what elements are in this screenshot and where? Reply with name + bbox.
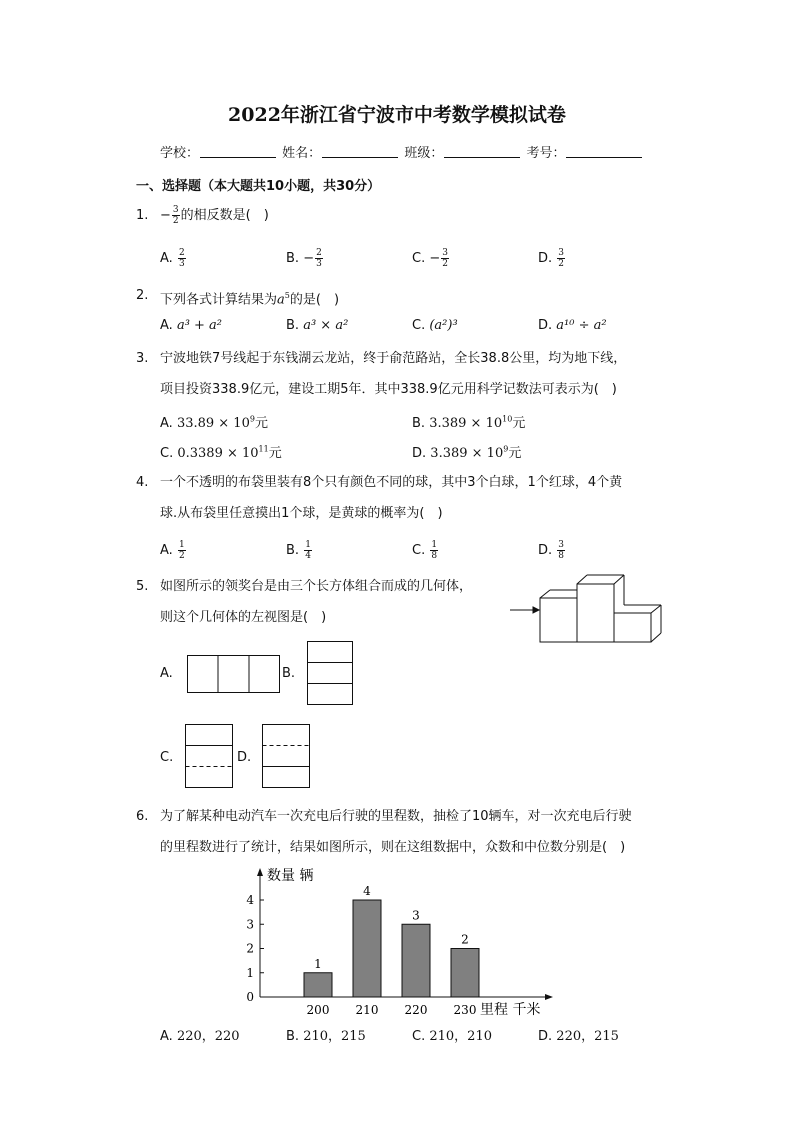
q1-fraction: $\frac{3}{2}$: [172, 205, 179, 226]
q3-option-b[interactable]: B. $3.389 \times 10^{10}$元: [412, 414, 526, 431]
y-tick-label: 3: [246, 917, 254, 932]
left-block: [540, 598, 577, 642]
q6-line-2: 的里程数进行了统计，结果如图所示，则在这组数据中，众数和中位数分别是( ): [160, 840, 626, 855]
x-tick-label-210: 210: [355, 1003, 379, 1017]
q3-option-d[interactable]: D. $3.389 \times 10^9$元: [412, 444, 522, 461]
question-number: 6.: [136, 809, 149, 824]
q1-option-a[interactable]: A. $\frac{2}{3}$: [160, 248, 185, 269]
school-label: 学校：: [160, 146, 200, 161]
q5-option-a-label[interactable]: A.: [160, 666, 173, 681]
q5-line-1: 如图所示的领奖台是由三个长方体组合而成的几何体，: [160, 579, 473, 594]
q6-line-1: 为了解某种电动汽车一次充电后行驶的里程数，抽检了10辆车，对一次充电后行驶: [160, 809, 632, 824]
podium-figure: [505, 570, 665, 645]
middle-block: [577, 584, 614, 642]
question-6: [136, 801, 632, 863]
exam-no-label: 考号：: [526, 146, 566, 161]
q1-stem: 的相反数是( ): [180, 208, 269, 223]
chart-xlabel: 里程 千米: [480, 1002, 541, 1018]
q3-line-2: 项目投资338.9亿元，建设工期5年．其中338.9亿元用科学记数法可表示为( ): [160, 382, 617, 397]
x-tick-label-220: 220: [404, 1003, 428, 1017]
q5-option-b-figure[interactable]: [307, 641, 355, 707]
data-label-220: 3: [412, 908, 420, 923]
question-3: [136, 343, 627, 405]
q5-option-a-figure[interactable]: [187, 655, 281, 695]
y-tick-label: 0: [246, 990, 254, 1004]
q5-option-c-figure[interactable]: [185, 724, 235, 790]
arrow-head-icon: [533, 607, 539, 613]
data-label-230: 2: [461, 932, 469, 947]
question-number: 3.: [136, 351, 149, 366]
data-label-210: 4: [363, 884, 371, 898]
q5-option-c-label[interactable]: C.: [160, 750, 174, 765]
class-blank[interactable]: [444, 145, 520, 158]
chart-ylabel: 数量 辆: [267, 868, 314, 884]
question-number: 4.: [136, 475, 149, 490]
y-tick-label: 2: [246, 941, 254, 956]
q3-option-c[interactable]: C. $0.3389 \times 10^{11}$元: [160, 444, 282, 461]
q6-option-d[interactable]: D. 220，215: [538, 1029, 619, 1044]
y-tick-label: 4: [246, 893, 254, 907]
q1-option-d[interactable]: D. $\frac{3}{2}$: [538, 248, 565, 269]
q6-option-b[interactable]: B. 210，215: [286, 1029, 366, 1044]
q5-option-d-label[interactable]: D.: [237, 750, 252, 765]
question-1: [136, 200, 269, 231]
q2-option-c[interactable]: C. (a²)³: [412, 318, 458, 333]
y-tick-label: 1: [246, 965, 254, 980]
q4-line-1: 一个不透明的布袋里装有8个只有颜色不同的球，其中3个白球，1个红球，4个黄: [160, 475, 623, 490]
x-axis-arrow-icon: [545, 994, 553, 1000]
question-2: 2. 下列各式计算结果为$a^5$的是( ): [160, 280, 339, 315]
q6-option-c[interactable]: C. 210，210: [412, 1029, 492, 1044]
q4-option-a[interactable]: A. $\frac{1}{2}$: [160, 540, 185, 561]
question-number: 2.: [136, 288, 149, 303]
paper-title: 2022年浙江省宁波市中考数学模拟试卷: [228, 104, 566, 126]
q4-option-b[interactable]: B. $\frac{1}{4}$: [286, 540, 311, 561]
right-block: [614, 613, 651, 642]
q1-option-b[interactable]: B. − $\frac{2}{3}$: [286, 248, 322, 269]
class-label: 班级：: [404, 146, 444, 161]
school-blank[interactable]: [200, 145, 276, 158]
bar-230: [451, 949, 479, 998]
q4-option-c[interactable]: C. $\frac{1}{8}$: [412, 540, 438, 561]
bar-220: [402, 924, 430, 997]
section-heading: 一、选择题（本大题共10小题，共30分）: [136, 179, 381, 194]
y-axis-arrow-icon: [257, 868, 263, 876]
q3-option-a[interactable]: A. $33.89 \times 10^9$元: [160, 414, 268, 431]
q3-line-1: 宁波地铁7号线起于东钱湖云龙站，终于俞范路站，全长38.8公里，均为地下线，: [160, 351, 627, 366]
x-tick-label-200: 200: [306, 1003, 330, 1017]
bar-210: [353, 900, 381, 997]
student-info-line: [160, 142, 644, 161]
data-label-200: 1: [314, 956, 322, 971]
name-label: 姓名：: [282, 146, 322, 161]
q4-option-d[interactable]: D. $\frac{3}{8}$: [538, 540, 565, 561]
x-tick-label-230: 230: [453, 1003, 477, 1017]
q1-minus: −: [160, 208, 171, 223]
bar-200: [304, 973, 332, 997]
question-number: 5.: [136, 579, 149, 594]
q5-option-b-label[interactable]: B.: [282, 666, 296, 681]
q1-option-c[interactable]: C. − $\frac{3}{2}$: [412, 248, 448, 269]
q5-line-2: 则这个几何体的左视图是( ): [160, 610, 327, 625]
question-5: [136, 571, 473, 633]
q2-option-d[interactable]: D. a¹⁰ ÷ a²: [538, 318, 607, 333]
q5-option-d-figure[interactable]: [262, 724, 312, 790]
question-number: 1.: [136, 208, 149, 223]
q4-line-2: 球.从布袋里任意摸出1个球，是黄球的概率为( ): [160, 506, 443, 521]
mileage-bar-chart: [235, 858, 565, 1023]
q6-option-a[interactable]: A. 220，220: [160, 1029, 240, 1044]
q2-option-b[interactable]: B. a³ × a²: [286, 318, 349, 333]
q2-option-a[interactable]: A. a³ + a²: [160, 318, 223, 333]
name-blank[interactable]: [322, 145, 398, 158]
question-4: [136, 467, 623, 529]
exam-no-blank[interactable]: [566, 145, 642, 158]
